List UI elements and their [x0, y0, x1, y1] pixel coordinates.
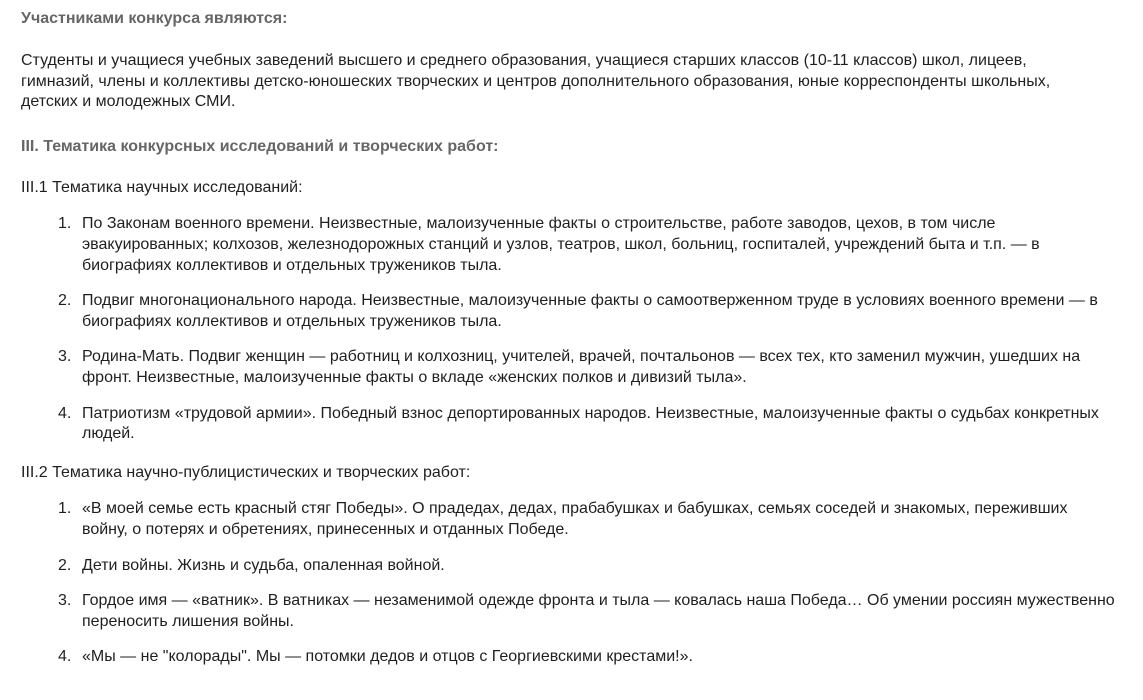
list-item	[58, 347, 1123, 388]
section-3-heading: III. Тематика конкурсных исследований и творческих работ:	[21, 137, 499, 155]
list-item-text: По Законам военного времени. Неизвестные, малоизученные факты о строительстве, работе заводов, цехов, в том числе эвакуированных; колхозов, железнодорожных станций и узлов, театров, школ, больниц, госпиталей, учреждений быта и т.п. — в биографиях коллективов и отдельных тружеников тыла.	[82, 215, 1040, 274]
list-item-text: Дети войны. Жизнь и судьба, опаленная войной.	[82, 556, 445, 574]
list-item	[58, 591, 1123, 632]
list-item-number: 2.	[58, 292, 72, 310]
list-item-number: 2.	[58, 556, 72, 574]
creative-topics-list	[21, 499, 1123, 668]
research-topics-list	[21, 214, 1123, 444]
section-3-2-title: III.2 Тематика научно-публицистических и творческих работ:	[21, 463, 471, 481]
list-item	[58, 499, 1123, 540]
list-item-number: 3.	[58, 592, 72, 610]
list-item	[58, 556, 1123, 577]
list-item-number: 1.	[58, 500, 72, 518]
list-item	[58, 647, 1123, 668]
list-item	[58, 404, 1123, 445]
list-item	[58, 291, 1123, 332]
list-item-text: Патриотизм «трудовой армии». Победный взнос депортированных народов. Неизвестные, малоизученные факты о судьбах конкретных людей.	[82, 404, 1099, 443]
list-item-number: 4.	[58, 404, 72, 422]
list-item-text: «Мы — не "колорады". Мы — потомки дедов и отцов с Георгиевскими крестами!».	[82, 648, 693, 666]
list-item	[58, 214, 1123, 276]
spacer	[21, 113, 1123, 137]
spacer	[21, 483, 1123, 499]
participants-paragraph: Студенты и учащиеся учебных заведений высшего и среднего образования, учащиеся старших классов (10-11 классов) школ, лицеев, гимназий, члены и коллективы детско-юношеских творческих и центров дополнительного образования, юные корреспонденты школьных, детских и молодежных СМИ.	[21, 52, 1051, 111]
spacer	[21, 198, 1123, 214]
participants-heading: Участниками конкурса являются:	[21, 10, 288, 27]
section-3-1-title: III.1 Тематика научных исследований:	[21, 178, 303, 196]
spacer	[21, 29, 1123, 51]
list-item-number: 1.	[58, 215, 72, 233]
list-item-number: 3.	[58, 348, 72, 366]
list-item-text: Гордое имя — «ватник». В ватниках — незаменимой одежде фронта и тыла — ковалась наша Победа… Об умении россиян мужественно переносить лишения войны.	[82, 592, 1115, 630]
list-item-number: 4.	[58, 648, 72, 666]
spacer	[21, 445, 1123, 463]
list-item-text: Подвиг многонационального народа. Неизвестные, малоизученные факты о самоотверженном труде в условиях военного времени — в биографиях коллективов и отдельных тружеников тыла.	[82, 292, 1098, 330]
list-item-text: «В моей семье есть красный стяг Победы». О прадедах, дедах, прабабушках и бабушках, семьях соседей и знакомых, переживших войну, о потерях и обретениях, принесенных и отданных Победе.	[82, 500, 1068, 538]
list-item-text: Родина-Мать. Подвиг женщин — работниц и колхозниц, учителей, врачей, почтальонов — всех тех, кто заменил мужчин, ушедших на фронт. Неизвестные, малоизученные факты о вкладе «женских полков и дивизий тыла».	[82, 348, 1081, 386]
spacer	[21, 157, 1123, 178]
